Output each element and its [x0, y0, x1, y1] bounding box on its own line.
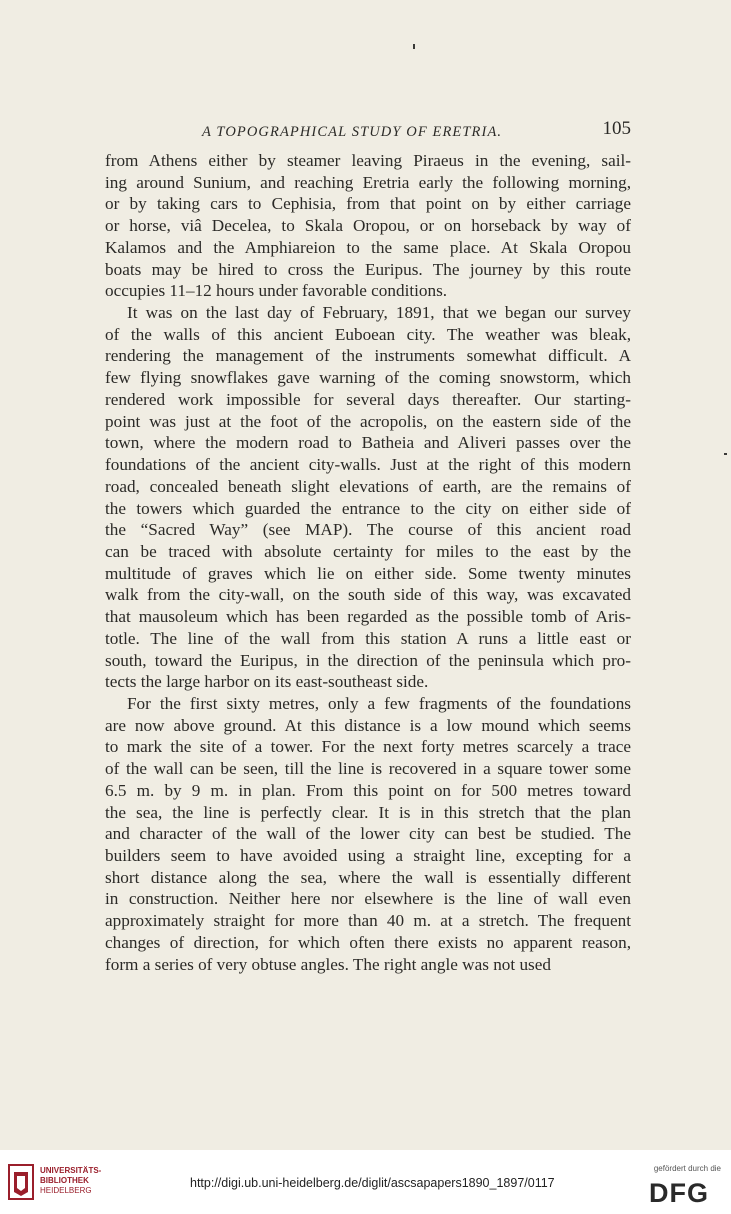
text-line: or horse, viâ Decelea, to Skala Oropou, or on horseback by way of [105, 216, 631, 236]
scan-speck [724, 453, 727, 455]
text-line: in construction. Neither here nor elsewhere is the line of wall even [105, 889, 631, 909]
funding-note: gefördert durch die [653, 1164, 721, 1173]
running-title: A TOPOGRAPHICAL STUDY OF ERETRIA. [202, 124, 503, 140]
text-line: ing around Sunium, and reaching Eretria early the following morning, [105, 172, 631, 192]
text-line: of the walls of this ancient Euboean city. The weather was bleak, [105, 324, 631, 344]
text-line: Kalamos and the Amphiareion to the same place. At Skala Oropou [105, 237, 631, 257]
text-line: can be traced with absolute certainty for miles to the east by the [105, 541, 631, 561]
text-line: south, toward the Euripus, in the direction of the peninsula which pro- [105, 650, 631, 670]
library-name-line1: UNIVERSITÄTS- [40, 1166, 102, 1175]
text-line: from Athens either by steamer leaving Piraeus in the evening, sail- [105, 151, 631, 170]
library-name [40, 1166, 101, 1196]
page-number: 105 [602, 118, 631, 139]
text-line: tects the large harbor on its east-southeast side. [105, 672, 429, 692]
text-line: that mausoleum which has been regarded as the possible tomb of Aris- [105, 607, 631, 627]
footer-bar [0, 1150, 731, 1214]
text-line: town, where the modern road to Batheia and Aliveri passes over the [105, 433, 631, 453]
text-line: point was just at the foot of the acropolis, on the eastern side of the [105, 411, 631, 431]
text-line: form a series of very obtuse angles. The right angle was not used [105, 954, 551, 974]
paragraph [105, 693, 631, 975]
text-line: approximately straight for more than 40 m. at a stretch. The frequent [105, 911, 631, 931]
text-line: builders seem to have avoided using a straight line, excepting for a [105, 846, 631, 865]
university-library-logo-icon [8, 1164, 34, 1200]
text-line: short distance along the sea, where the wall is essentially different [105, 867, 631, 887]
scan-speck [413, 44, 415, 49]
text-line: totle. The line of the wall from this station A runs a little east or [105, 628, 631, 648]
text-line: to mark the site of a tower. For the next forty metres scarcely a trace [105, 737, 631, 757]
text-line: rendering the management of the instruments somewhat difficult. A [105, 346, 631, 366]
text-line: and character of the wall of the lower city can best be studied. The [105, 824, 631, 844]
text-line: the sea, the line is perfectly clear. It is in this stretch that the plan [105, 802, 631, 822]
text-line: are now above ground. At this distance is a low mound which seems [105, 715, 631, 735]
text-line: boats may be hired to cross the Euripus. The journey by this route [105, 259, 631, 279]
text-line: road, concealed beneath slight elevations of earth, are the remains of [105, 476, 631, 496]
library-name-line3: HEIDELBERG [40, 1186, 92, 1195]
text-line: rendered work impossible for several days thereafter. Our starting- [105, 389, 631, 409]
text-line: of the wall can be seen, till the line is recovered in a square tower some [105, 759, 631, 779]
paragraph [105, 302, 631, 693]
dfg-logo-icon [649, 1178, 721, 1206]
text-line: walk from the city-wall, on the south side of this way, was excavated [105, 585, 631, 605]
text-line: the towers which guarded the entrance to the city on either side of [105, 498, 631, 518]
text-line: few flying snowflakes gave warning of the coming snowstorm, which [105, 368, 631, 388]
dfg-label: DFG [649, 1178, 709, 1206]
text-line: foundations of the ancient city-walls. Just at the right of this modern [105, 455, 631, 475]
document-url-link[interactable]: http://digi.ub.uni-heidelberg.de/diglit/ascsapapers1890_1897/0117 [190, 1176, 555, 1190]
text-line: changes of direction, for which often there exists no apparent reason, [105, 932, 631, 952]
text-line: 6.5 m. by 9 m. in plan. From this point on for 500 metres toward [105, 780, 631, 800]
body-text [105, 150, 631, 975]
page-header [105, 118, 631, 142]
text-line: the “Sacred Way” (see MAP). The course of this ancient road [105, 520, 631, 540]
text-line: It was on the last day of February, 1891, that we began our survey [127, 303, 631, 323]
text-line: For the first sixty metres, only a few fragments of the foundations [127, 693, 631, 713]
text-line: multitude of graves which lie on either side. Some twenty minutes [105, 563, 631, 583]
text-line: or by taking cars to Cephisia, from that point on by either carriage [105, 194, 631, 214]
library-name-line2: BIBLIOTHEK [40, 1176, 89, 1185]
paragraph [105, 150, 631, 302]
text-line: occupies 11–12 hours under favorable conditions. [105, 281, 448, 301]
